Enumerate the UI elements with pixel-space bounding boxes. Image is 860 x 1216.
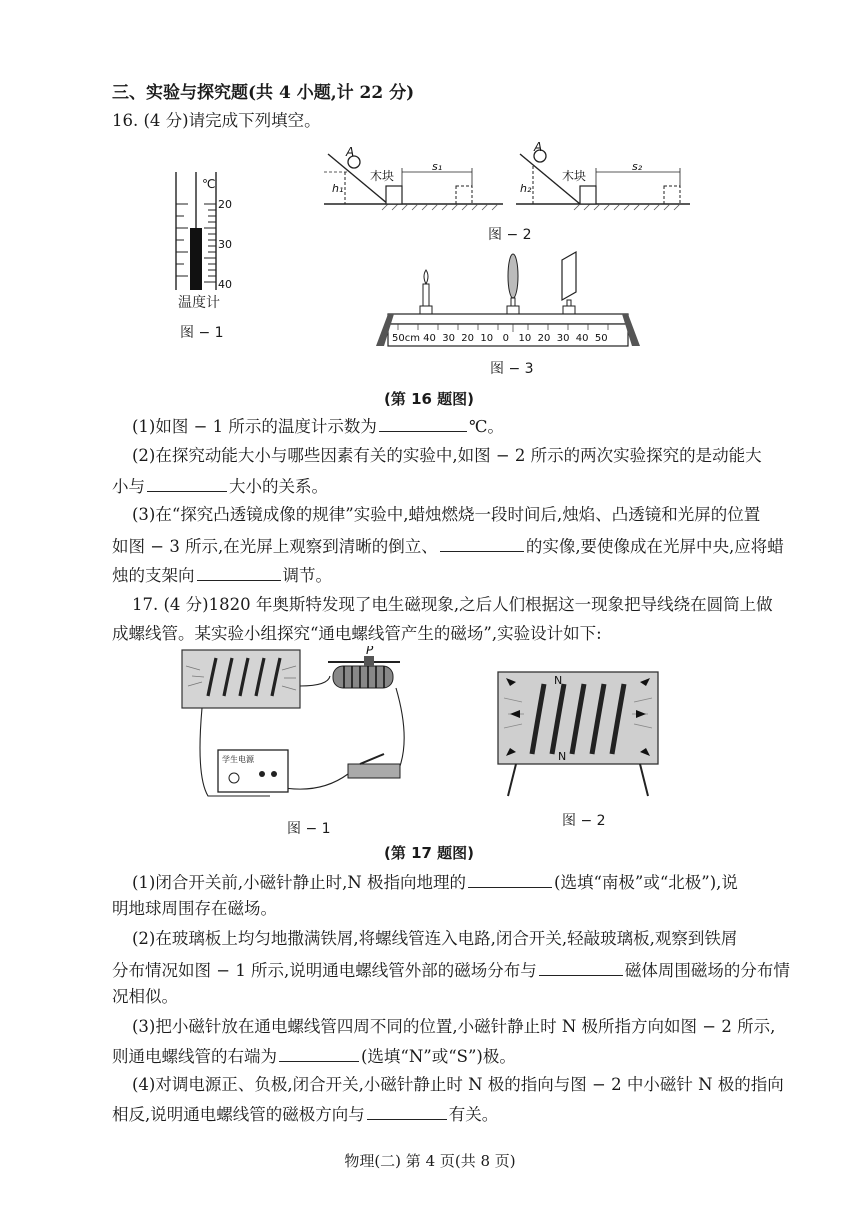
- q17-part3-line2: 则通电螺线管的右端为 (选填“N”或“S”)极。: [112, 1044, 516, 1068]
- section-title: 三、实验与探究题(共 4 小题,计 22 分): [112, 83, 415, 103]
- q17-part2-line3: 况相似。: [112, 987, 178, 1006]
- q17-stem-line1: 17. (4 分)1820 年奥斯特发现了电生磁现象,之后人们根据这一现象把导线绕在圆筒上做: [132, 595, 773, 614]
- q17-figure-group-caption: (第 17 题图): [384, 844, 475, 862]
- q17-part3-answer-blank[interactable]: [279, 1044, 359, 1062]
- q16-part3-answer-blank-a[interactable]: [440, 534, 524, 552]
- q17-part2-line1: (2)在玻璃板上均匀地撒满铁屑,将螺线管连入电路,闭合开关,轻敲玻璃板,观察到铁屑: [132, 929, 738, 948]
- q16-stem: 16. (4 分)请完成下列填空。: [112, 111, 321, 130]
- bench-scale-label: 50cm 40 30 20 10 0 10 20 30 40 50: [392, 333, 608, 344]
- compass-top-pole-label: N: [554, 674, 563, 687]
- fig17-2-caption: 图 − 2: [562, 813, 606, 829]
- q16-part1: (1)如图 − 1 所示的温度计示数为 ℃。: [132, 414, 504, 438]
- ramp1-block-label: 木块: [370, 169, 395, 183]
- q16-figure-group-caption: (第 16 题图): [384, 390, 475, 408]
- fig16-2-caption: 图 − 2: [488, 227, 532, 243]
- ramp1-height-label: h₁: [332, 182, 344, 195]
- q17-part1-answer-blank[interactable]: [468, 870, 552, 888]
- ramp2-point-label: A: [534, 142, 543, 154]
- power-supply-label: 学生电源: [222, 755, 254, 764]
- q17-part3-line1: (3)把小磁针放在通电螺线管四周不同的位置,小磁针静止时 N 极所指方向如图 − 2 所示,: [132, 1017, 776, 1036]
- filings-compass-figure: [492, 668, 664, 798]
- q16-part1-answer-blank[interactable]: [379, 414, 467, 432]
- q17-part2-answer-blank[interactable]: [539, 958, 623, 976]
- thermometer-figure: [168, 168, 248, 298]
- ramp-figure: [318, 142, 698, 222]
- q17-part4-answer-blank[interactable]: [367, 1102, 447, 1120]
- q17-part2-line2: 分布情况如图 − 1 所示,说明通电螺线管外部的磁场分布与 磁体周围磁场的分布情: [112, 958, 790, 982]
- optical-bench-figure: [370, 250, 645, 352]
- q16-part3-answer-blank-b[interactable]: [197, 563, 281, 581]
- q17-part1-line1: (1)闭合开关前,小磁针静止时,N 极指向地理的 (选填“南极”或“北极”),说: [132, 870, 738, 894]
- q16-part3-line2: 如图 − 3 所示,在光屏上观察到清晰的倒立、 的实像,要使像成在光屏中央,应将蜡: [112, 534, 784, 558]
- tick-label-40: 40: [218, 278, 232, 291]
- circuit-figure: [178, 646, 428, 806]
- q17-part4-line1: (4)对调电源正、负极,闭合开关,小磁针静止时 N 极的指向与图 − 2 中小磁针 N 极的指向: [132, 1075, 784, 1094]
- thermometer-unit: ℃: [202, 177, 216, 191]
- ramp1-distance-label: s₁: [432, 160, 443, 173]
- slider-label: P: [366, 646, 374, 657]
- q16-part3-line1: (3)在“探究凸透镜成像的规律”实验中,蜡烛燃烧一段时间后,烛焰、凸透镜和光屏的位置: [132, 505, 761, 524]
- thermometer-label: 温度计: [178, 295, 220, 311]
- compass-bottom-pole-label: N: [558, 750, 567, 763]
- fig17-1-caption: 图 − 1: [287, 821, 331, 837]
- q16-part2-line1: (2)在探究动能大小与哪些因素有关的实验中,如图 − 2 所示的两次实验探究的是动能大: [132, 446, 762, 465]
- ramp2-height-label: h₂: [520, 182, 532, 195]
- fig16-3-caption: 图 − 3: [490, 361, 534, 377]
- ramp2-distance-label: s₂: [632, 160, 643, 173]
- ramp1-point-label: A: [346, 145, 355, 159]
- q17-part4-line2: 相反,说明通电螺线管的磁极方向与 有关。: [112, 1102, 498, 1126]
- q16-part2-line2: 小与 大小的关系。: [112, 474, 328, 498]
- q16-part2-answer-blank[interactable]: [147, 474, 227, 492]
- fig16-1-caption: 图 − 1: [180, 325, 224, 341]
- q17-stem-line2: 成螺线管。某实验小组探究“通电螺线管产生的磁场”,实验设计如下:: [112, 624, 602, 643]
- tick-label-30: 30: [218, 238, 232, 251]
- page-footer: 物理(二) 第 4 页(共 8 页): [344, 1152, 516, 1170]
- tick-label-20: 20: [218, 198, 232, 211]
- ramp2-block-label: 木块: [562, 169, 587, 183]
- q16-part3-line3: 烛的支架向 调节。: [112, 563, 332, 587]
- q17-part1-line2: 明地球周围存在磁场。: [112, 899, 277, 918]
